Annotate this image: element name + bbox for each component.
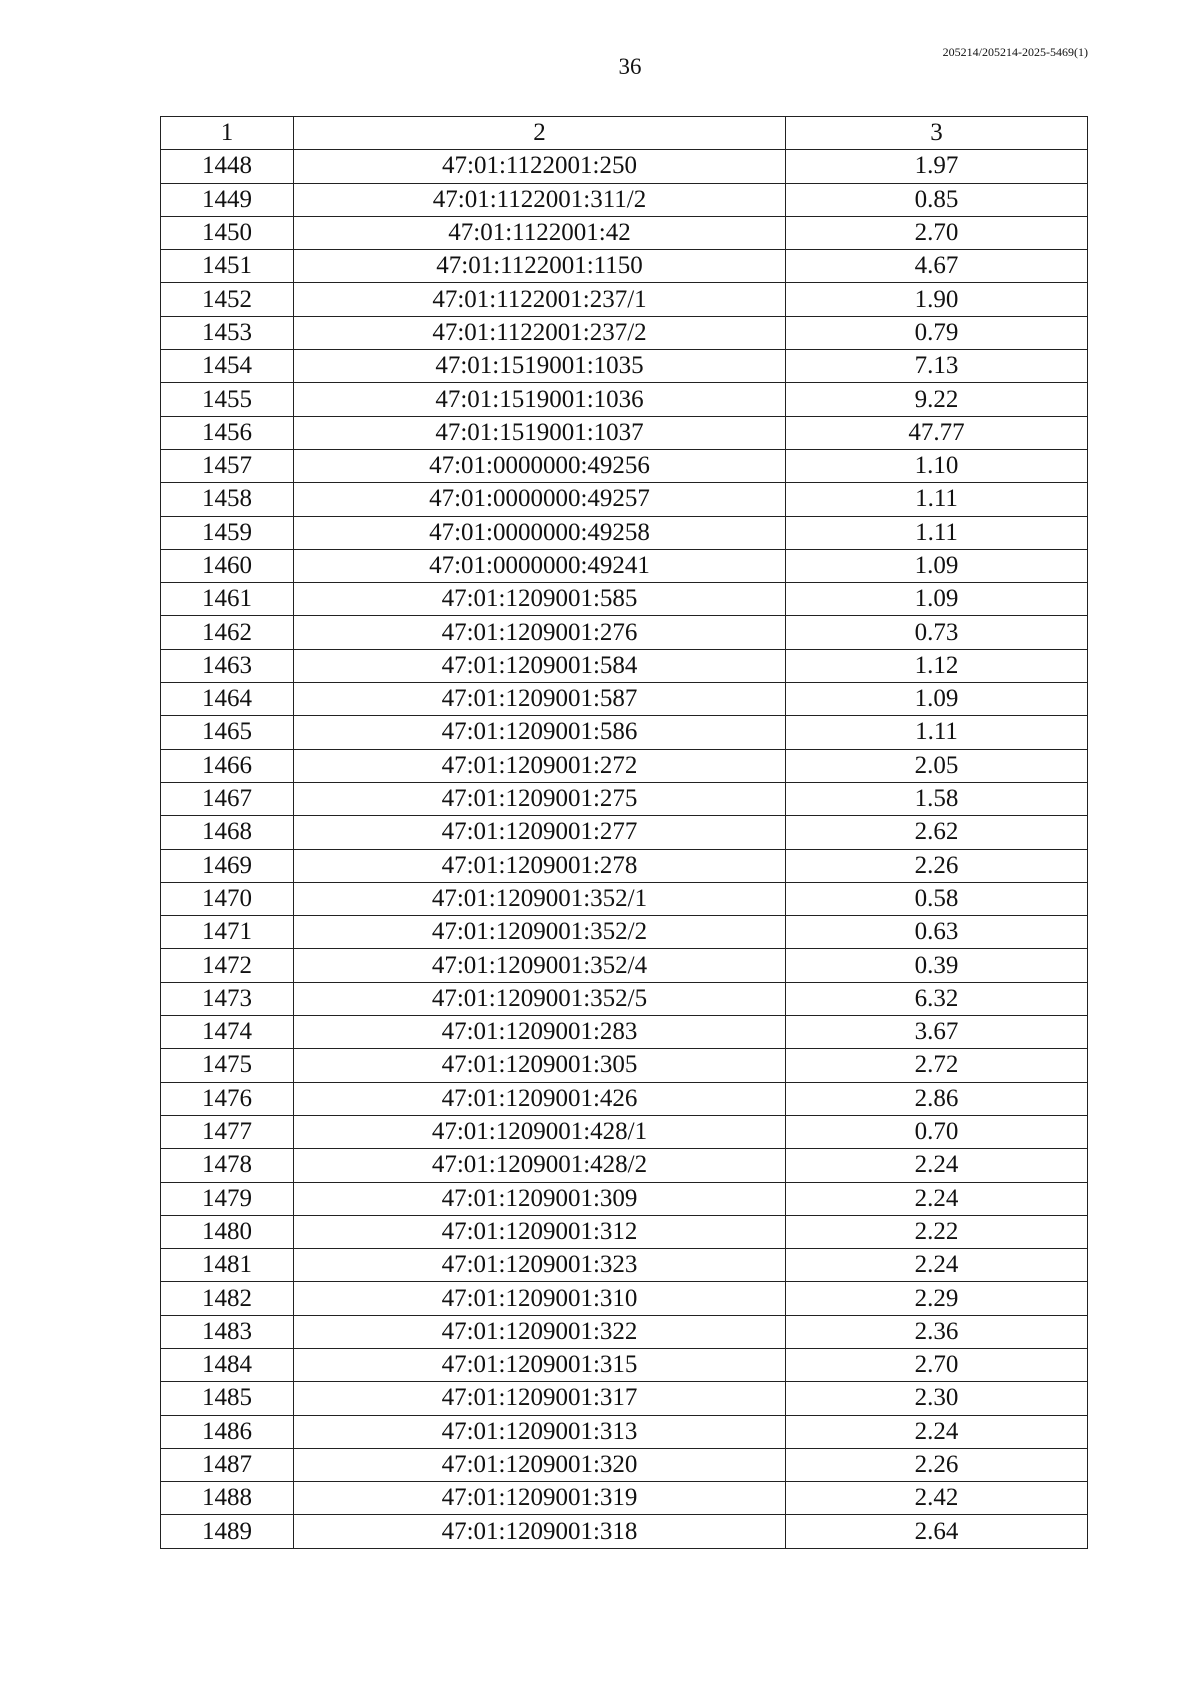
value-cell: 2.29: [786, 1282, 1088, 1315]
cadastral-number-cell: 47:01:1122001:250: [294, 150, 786, 183]
data-table: [160, 116, 1088, 1549]
value-cell: 2.05: [786, 749, 1088, 782]
cadastral-number-cell: 47:01:1209001:275: [294, 782, 786, 815]
cadastral-number-cell: 47:01:1209001:585: [294, 583, 786, 616]
cadastral-number-cell: 47:01:1209001:352/4: [294, 949, 786, 982]
cadastral-number-cell: 47:01:0000000:49258: [294, 516, 786, 549]
row-number-cell: 1469: [161, 849, 294, 882]
cadastral-number-cell: 47:01:1209001:313: [294, 1415, 786, 1448]
value-cell: 6.32: [786, 982, 1088, 1015]
row-number-cell: 1454: [161, 350, 294, 383]
row-number-cell: 1473: [161, 982, 294, 1015]
table-row: [161, 1348, 1088, 1381]
document-reference: 205214/205214-2025-5469(1): [942, 45, 1088, 59]
row-number-cell: 1474: [161, 1016, 294, 1049]
cadastral-number-cell: 47:01:1209001:323: [294, 1249, 786, 1282]
cadastral-number-cell: 47:01:1209001:315: [294, 1348, 786, 1381]
table-row: [161, 649, 1088, 682]
cadastral-number-cell: 47:01:1209001:428/1: [294, 1115, 786, 1148]
table-row: [161, 1016, 1088, 1049]
cadastral-number-cell: 47:01:1122001:311/2: [294, 183, 786, 216]
row-number-cell: 1459: [161, 516, 294, 549]
value-cell: 47.77: [786, 416, 1088, 449]
table-row: [161, 882, 1088, 915]
value-cell: 1.09: [786, 549, 1088, 582]
row-number-cell: 1453: [161, 316, 294, 349]
table-row: [161, 1149, 1088, 1182]
value-cell: 2.22: [786, 1215, 1088, 1248]
row-number-cell: 1455: [161, 383, 294, 416]
table-row: [161, 449, 1088, 482]
table-row: [161, 1315, 1088, 1348]
value-cell: 2.24: [786, 1415, 1088, 1448]
cadastral-number-cell: 47:01:1519001:1037: [294, 416, 786, 449]
table-row: [161, 383, 1088, 416]
value-cell: 1.58: [786, 782, 1088, 815]
table-row: [161, 749, 1088, 782]
table-row: [161, 583, 1088, 616]
row-number-cell: 1458: [161, 483, 294, 516]
value-cell: 0.79: [786, 316, 1088, 349]
value-cell: 0.63: [786, 916, 1088, 949]
row-number-cell: 1462: [161, 616, 294, 649]
value-cell: 2.30: [786, 1382, 1088, 1415]
row-number-cell: 1483: [161, 1315, 294, 1348]
row-number-cell: 1489: [161, 1515, 294, 1548]
row-number-cell: 1464: [161, 683, 294, 716]
value-cell: 2.36: [786, 1315, 1088, 1348]
row-number-cell: 1480: [161, 1215, 294, 1248]
row-number-cell: 1471: [161, 916, 294, 949]
cadastral-number-cell: 47:01:1209001:277: [294, 816, 786, 849]
table-row: [161, 216, 1088, 249]
row-number-cell: 1451: [161, 250, 294, 283]
row-number-cell: 1487: [161, 1448, 294, 1481]
cadastral-number-cell: 47:01:1122001:42: [294, 216, 786, 249]
cadastral-number-cell: 47:01:1209001:352/1: [294, 882, 786, 915]
row-number-cell: 1484: [161, 1348, 294, 1381]
table-row: [161, 1215, 1088, 1248]
cadastral-number-cell: 47:01:1209001:276: [294, 616, 786, 649]
value-cell: 1.97: [786, 150, 1088, 183]
value-cell: 1.10: [786, 449, 1088, 482]
row-number-cell: 1477: [161, 1115, 294, 1148]
table-row: [161, 1082, 1088, 1115]
value-cell: 3.67: [786, 1016, 1088, 1049]
table-row: [161, 1115, 1088, 1148]
value-cell: 9.22: [786, 383, 1088, 416]
column-header-1: 1: [161, 117, 294, 150]
table-row: [161, 283, 1088, 316]
row-number-cell: 1449: [161, 183, 294, 216]
cadastral-number-cell: 47:01:1209001:305: [294, 1049, 786, 1082]
cadastral-number-cell: 47:01:1209001:319: [294, 1482, 786, 1515]
table-header-row: [161, 117, 1088, 150]
value-cell: 1.12: [786, 649, 1088, 682]
cadastral-number-cell: 47:01:1209001:586: [294, 716, 786, 749]
row-number-cell: 1478: [161, 1149, 294, 1182]
cadastral-number-cell: 47:01:1209001:587: [294, 683, 786, 716]
row-number-cell: 1463: [161, 649, 294, 682]
cadastral-number-cell: 47:01:1209001:278: [294, 849, 786, 882]
row-number-cell: 1481: [161, 1249, 294, 1282]
table-row: [161, 1515, 1088, 1548]
cadastral-number-cell: 47:01:1209001:322: [294, 1315, 786, 1348]
value-cell: 2.24: [786, 1182, 1088, 1215]
cadastral-number-cell: 47:01:0000000:49241: [294, 549, 786, 582]
row-number-cell: 1465: [161, 716, 294, 749]
cadastral-number-cell: 47:01:0000000:49257: [294, 483, 786, 516]
table-row: [161, 1448, 1088, 1481]
value-cell: 0.73: [786, 616, 1088, 649]
row-number-cell: 1466: [161, 749, 294, 782]
table-row: [161, 350, 1088, 383]
value-cell: 2.70: [786, 216, 1088, 249]
table-row: [161, 782, 1088, 815]
cadastral-number-cell: 47:01:1209001:312: [294, 1215, 786, 1248]
column-header-2: 2: [294, 117, 786, 150]
value-cell: 7.13: [786, 350, 1088, 383]
value-cell: 2.24: [786, 1149, 1088, 1182]
value-cell: 1.90: [786, 283, 1088, 316]
value-cell: 1.11: [786, 483, 1088, 516]
table-row: [161, 616, 1088, 649]
cadastral-number-cell: 47:01:1209001:317: [294, 1382, 786, 1415]
table-row: [161, 1049, 1088, 1082]
table-row: [161, 1249, 1088, 1282]
value-cell: 2.62: [786, 816, 1088, 849]
value-cell: 2.70: [786, 1348, 1088, 1381]
table-row: [161, 416, 1088, 449]
value-cell: 0.39: [786, 949, 1088, 982]
row-number-cell: 1467: [161, 782, 294, 815]
table-row: [161, 849, 1088, 882]
cadastral-number-cell: 47:01:1519001:1035: [294, 350, 786, 383]
table-row: [161, 1282, 1088, 1315]
row-number-cell: 1452: [161, 283, 294, 316]
value-cell: 2.64: [786, 1515, 1088, 1548]
row-number-cell: 1475: [161, 1049, 294, 1082]
value-cell: 2.86: [786, 1082, 1088, 1115]
cadastral-number-cell: 47:01:1519001:1036: [294, 383, 786, 416]
cadastral-number-cell: 47:01:1209001:272: [294, 749, 786, 782]
table-row: [161, 150, 1088, 183]
table-row: [161, 816, 1088, 849]
cadastral-number-cell: 47:01:1209001:310: [294, 1282, 786, 1315]
row-number-cell: 1486: [161, 1415, 294, 1448]
value-cell: 1.11: [786, 516, 1088, 549]
cadastral-number-cell: 47:01:1209001:320: [294, 1448, 786, 1481]
row-number-cell: 1450: [161, 216, 294, 249]
cadastral-number-cell: 47:01:1209001:283: [294, 1016, 786, 1049]
value-cell: 0.85: [786, 183, 1088, 216]
cadastral-number-cell: 47:01:1209001:352/5: [294, 982, 786, 1015]
table-row: [161, 949, 1088, 982]
cadastral-number-cell: 47:01:1209001:584: [294, 649, 786, 682]
value-cell: 2.72: [786, 1049, 1088, 1082]
table-row: [161, 316, 1088, 349]
table-row: [161, 183, 1088, 216]
table-row: [161, 982, 1088, 1015]
cadastral-number-cell: 47:01:1209001:428/2: [294, 1149, 786, 1182]
cadastral-number-cell: 47:01:1209001:352/2: [294, 916, 786, 949]
row-number-cell: 1460: [161, 549, 294, 582]
table-row: [161, 1382, 1088, 1415]
cadastral-number-cell: 47:01:1209001:318: [294, 1515, 786, 1548]
table-row: [161, 1482, 1088, 1515]
row-number-cell: 1482: [161, 1282, 294, 1315]
value-cell: 2.42: [786, 1482, 1088, 1515]
row-number-cell: 1488: [161, 1482, 294, 1515]
cadastral-number-cell: 47:01:1122001:237/1: [294, 283, 786, 316]
page-number: 36: [618, 54, 642, 79]
row-number-cell: 1485: [161, 1382, 294, 1415]
table-row: [161, 916, 1088, 949]
value-cell: 1.09: [786, 683, 1088, 716]
row-number-cell: 1472: [161, 949, 294, 982]
cadastral-number-cell: 47:01:1122001:237/2: [294, 316, 786, 349]
row-number-cell: 1468: [161, 816, 294, 849]
cadastral-number-cell: 47:01:1122001:1150: [294, 250, 786, 283]
value-cell: 0.70: [786, 1115, 1088, 1148]
value-cell: 2.24: [786, 1249, 1088, 1282]
row-number-cell: 1470: [161, 882, 294, 915]
table-row: [161, 549, 1088, 582]
table-row: [161, 483, 1088, 516]
cadastral-number-cell: 47:01:1209001:426: [294, 1082, 786, 1115]
row-number-cell: 1461: [161, 583, 294, 616]
cadastral-number-cell: 47:01:0000000:49256: [294, 449, 786, 482]
value-cell: 2.26: [786, 1448, 1088, 1481]
row-number-cell: 1476: [161, 1082, 294, 1115]
column-header-3: 3: [786, 117, 1088, 150]
table-row: [161, 716, 1088, 749]
value-cell: 0.58: [786, 882, 1088, 915]
table-body: [161, 117, 1088, 1549]
table-row: [161, 250, 1088, 283]
row-number-cell: 1479: [161, 1182, 294, 1215]
value-cell: 1.11: [786, 716, 1088, 749]
row-number-cell: 1456: [161, 416, 294, 449]
table-row: [161, 1415, 1088, 1448]
value-cell: 2.26: [786, 849, 1088, 882]
table-row: [161, 1182, 1088, 1215]
table-row: [161, 683, 1088, 716]
cadastral-number-cell: 47:01:1209001:309: [294, 1182, 786, 1215]
row-number-cell: 1448: [161, 150, 294, 183]
value-cell: 4.67: [786, 250, 1088, 283]
value-cell: 1.09: [786, 583, 1088, 616]
row-number-cell: 1457: [161, 449, 294, 482]
table-row: [161, 516, 1088, 549]
